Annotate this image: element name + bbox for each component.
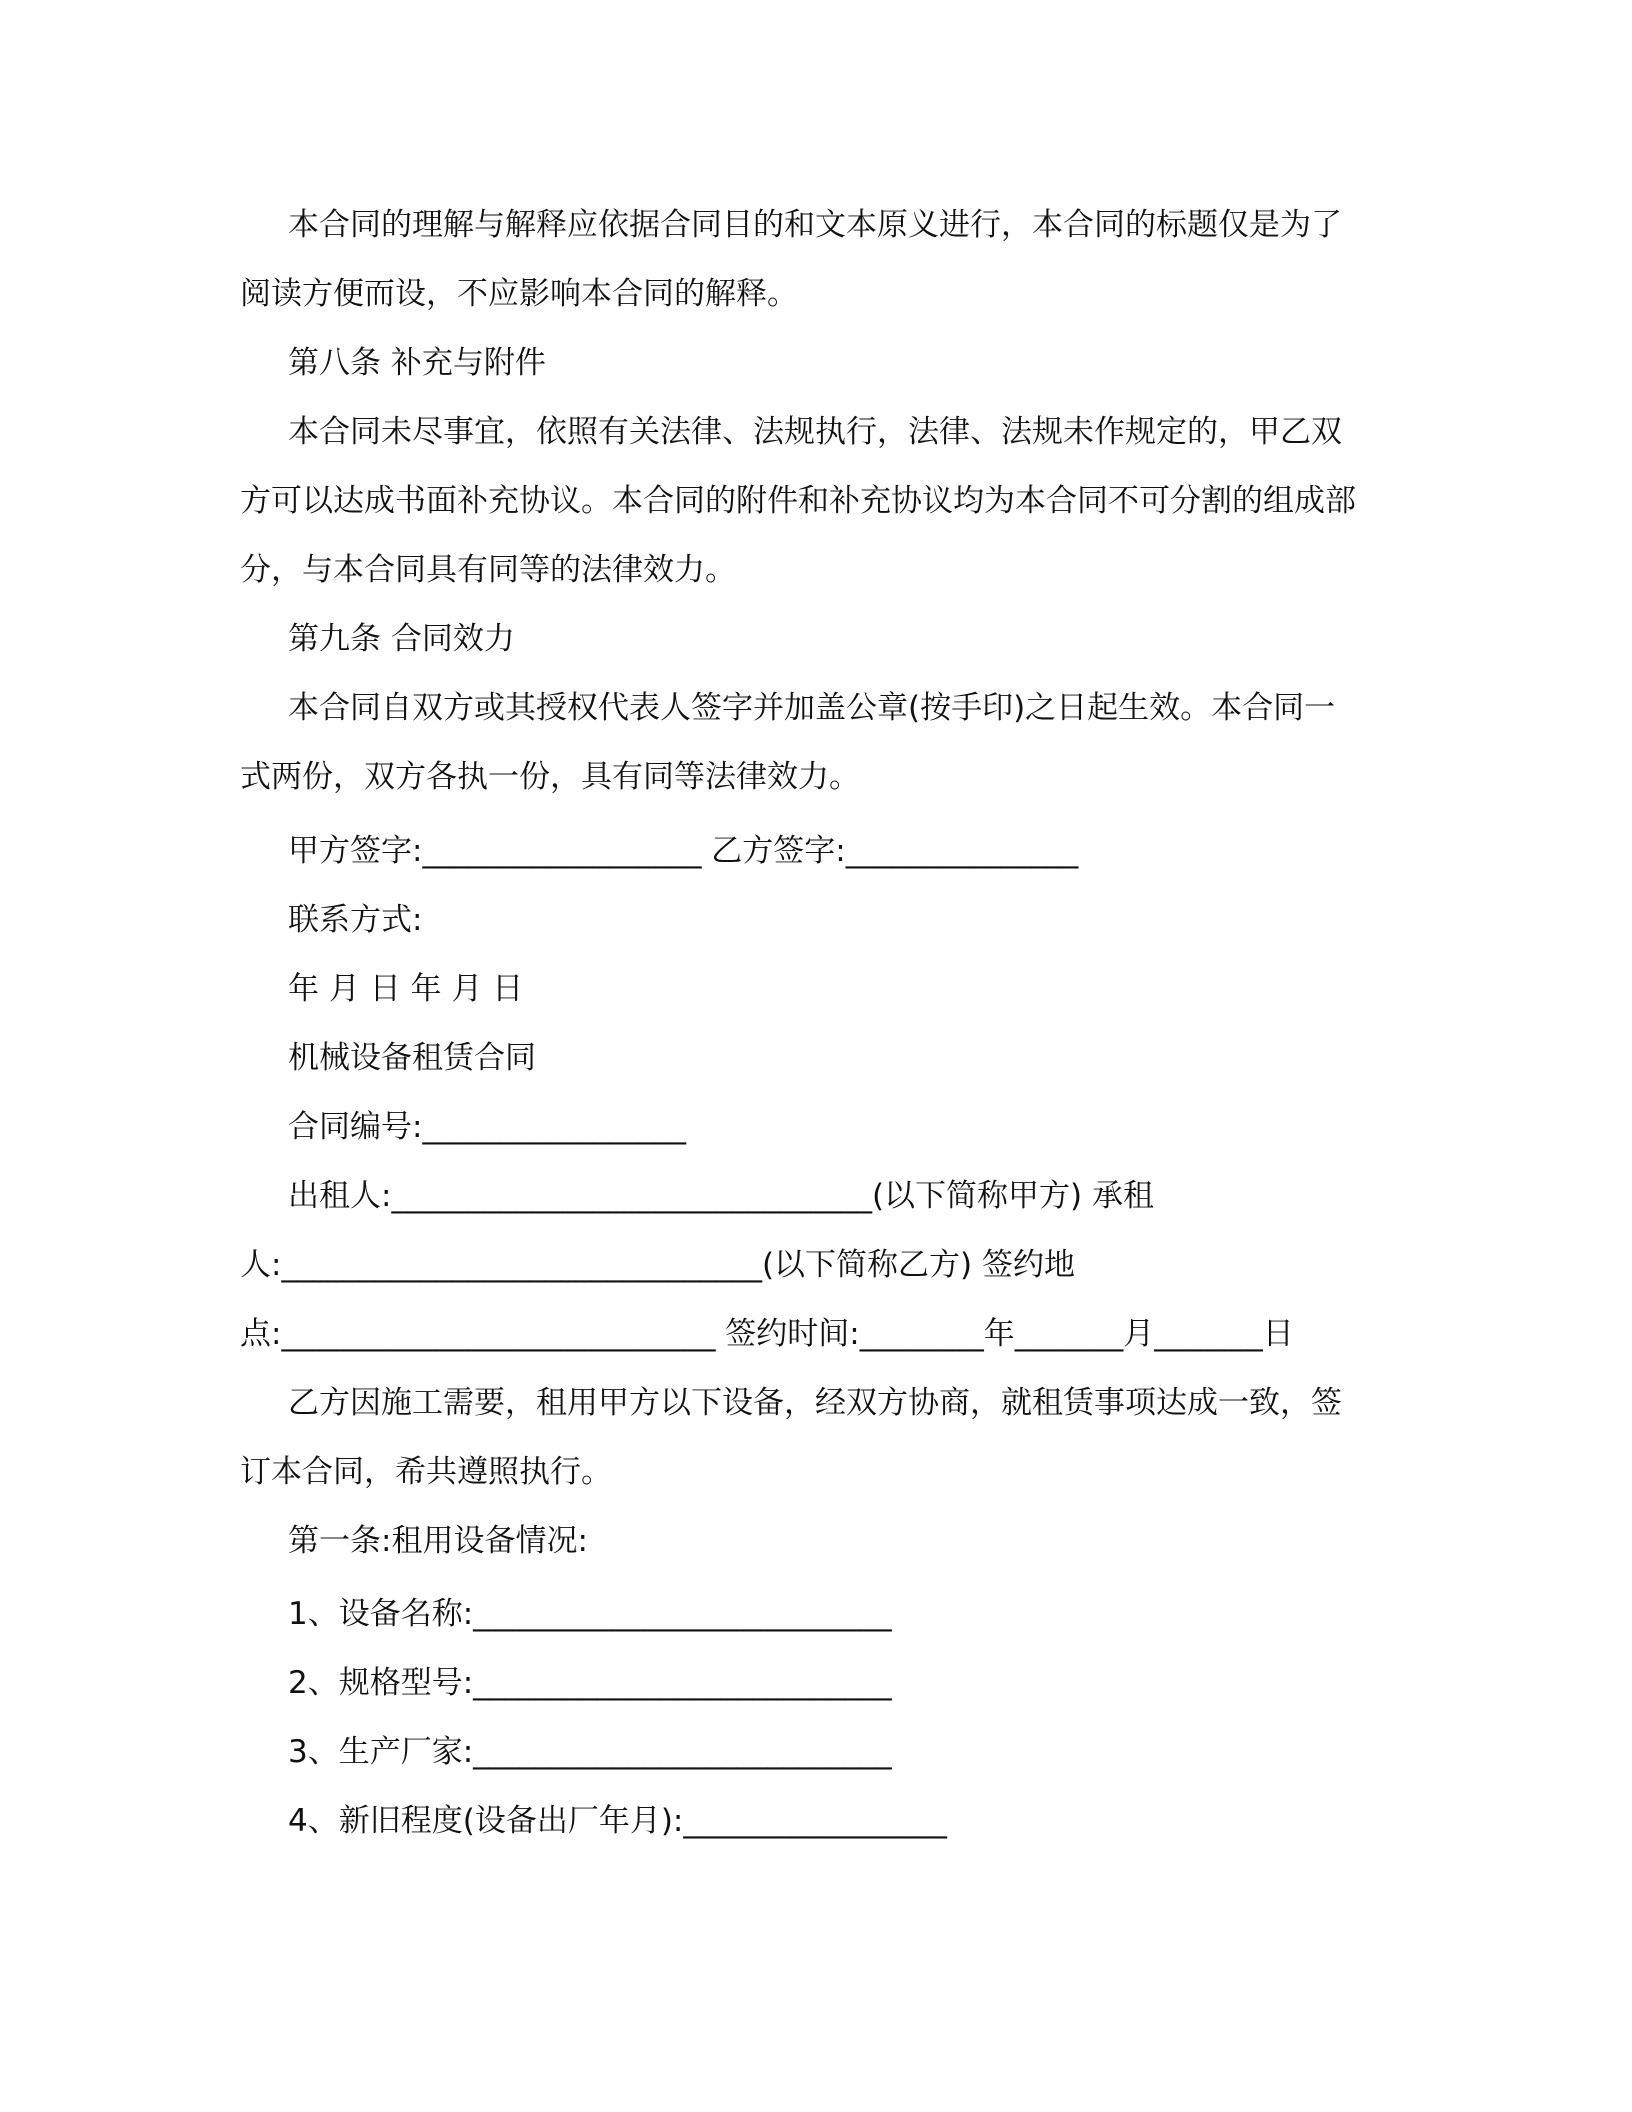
signing-place-time-line: 点:____________________________ 签约时间:________年_______月_______日: [240, 1316, 1294, 1352]
equipment-field: 2、规格型号:___________________________: [288, 1665, 892, 1701]
paragraph-line: 分，与本合同具有同等的法律效力。: [240, 552, 736, 588]
lessee-line: 人:_______________________________(以下简称乙方) 签约地: [240, 1247, 1075, 1283]
contact-line: 联系方式:: [288, 902, 423, 938]
equipment-field: 3、生产厂家:___________________________: [288, 1734, 892, 1770]
paragraph-line: 订本合同，希共遵照执行。: [240, 1454, 612, 1490]
paragraph-line: 本合同的理解与解释应依据合同目的和文本原义进行，本合同的标题仅是为了: [288, 207, 1342, 243]
lessor-line: 出租人:_______________________________(以下简称甲方) 承租: [288, 1178, 1154, 1214]
contract-title: 机械设备租赁合同: [288, 1040, 536, 1076]
section-heading: 第八条 补充与附件: [288, 345, 546, 381]
article-heading: 第一条:租用设备情况:: [288, 1523, 588, 1559]
paragraph-line: 阅读方便而设，不应影响本合同的解释。: [240, 276, 798, 312]
section-heading: 第九条 合同效力: [288, 621, 515, 657]
paragraph-line: 本合同未尽事宜，依照有关法律、法规执行，法律、法规未作规定的，甲乙双: [288, 414, 1342, 450]
signature-line: 甲方签字:__________________ 乙方签字:_______________: [288, 833, 1079, 869]
equipment-field: 4、新旧程度(设备出厂年月):_________________: [288, 1803, 947, 1839]
paragraph-line: 乙方因施工需要，租用甲方以下设备，经双方协商，就租赁事项达成一致，签: [288, 1385, 1342, 1421]
contract-number-line: 合同编号:_________________: [288, 1109, 686, 1145]
equipment-field: 1、设备名称:___________________________: [288, 1596, 892, 1632]
paragraph-line: 本合同自双方或其授权代表人签字并加盖公章(按手印)之日起生效。本合同一: [288, 690, 1336, 726]
date-line: 年 月 日 年 月 日: [288, 971, 524, 1007]
paragraph-line: 方可以达成书面补充协议。本合同的附件和补充协议均为本合同不可分割的组成部: [240, 483, 1356, 519]
paragraph-line: 式两份，双方各执一份，具有同等法律效力。: [240, 759, 860, 795]
